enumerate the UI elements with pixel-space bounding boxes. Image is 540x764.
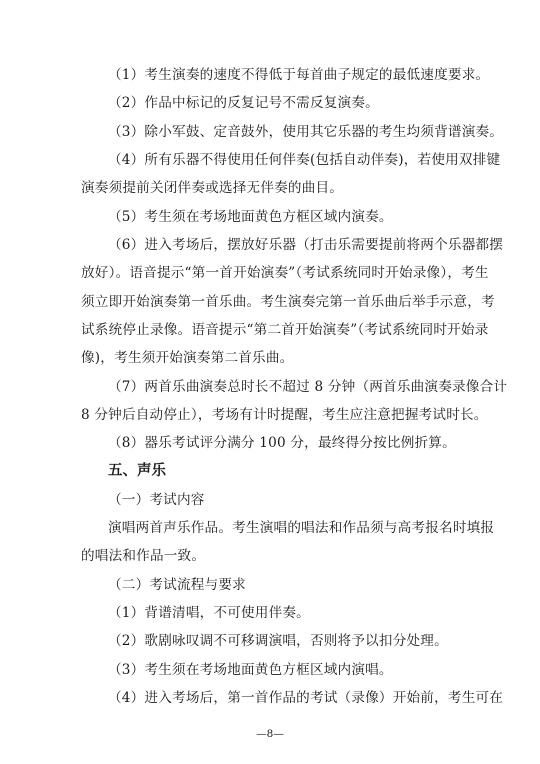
paragraph-line: （4）所有乐器不得使用任何伴奏(包括自动伴奏)，若使用双排键	[108, 152, 501, 168]
paragraph-line: （1）背谱清唱，不可使用伴奏。	[108, 605, 310, 621]
paragraph-line: 的唱法和作品一致。	[81, 548, 206, 564]
paragraph-line: （2）歌剧咏叹调不可移调演唱，否则将予以扣分处理。	[108, 633, 448, 649]
paragraph-line: （7）两首乐曲演奏总时长不超过 8 分钟（两首乐曲演奏录像合计	[108, 379, 508, 395]
paragraph-line: 像)，考生须开始演奏第二首乐曲。	[81, 350, 294, 366]
paragraph-line: （4）进入考场后，第一首作品的考试（录像）开始前，考生可在	[108, 690, 504, 706]
paragraph-line: 放好）。语音提示“第一首开始演奏”（考试系统同时开始录像），考生	[81, 265, 489, 281]
paragraph-line: 试系统停止录像。语音提示“第二首开始演奏”（考试系统同时开始录	[81, 322, 489, 338]
paragraph-line: 演唱两首声乐作品。考生演唱的唱法和作品须与高考报名时填报	[108, 520, 495, 536]
paragraph-line: （2）作品中标记的反复记号不需反复演奏。	[108, 95, 379, 111]
paragraph-line: （3）除小军鼓、定音鼓外，使用其它乐器的考生均须背谱演奏。	[108, 124, 504, 140]
section-heading: 五、声乐	[108, 463, 166, 479]
paragraph-line: （5）考生须在考场地面黄色方框区域内演奏。	[108, 209, 393, 225]
subsection-heading: （一）考试内容	[108, 492, 205, 508]
paragraph-line: （3）考生须在考场地面黄色方框区域内演唱。	[108, 662, 393, 678]
paragraph-line: （1）考生演奏的速度不得低于每首曲子规定的最低速度要求。	[108, 67, 490, 83]
paragraph-line: 8 分钟后自动停止），考场有计时提醒，考生应注意把握考试时长。	[81, 407, 488, 423]
paragraph-line: （8）器乐考试评分满分 100 分，最终得分按比例折算。	[108, 435, 456, 451]
paragraph-line: 演奏须提前关闭伴奏或选择无伴奏的曲目。	[81, 180, 344, 196]
paragraph-line: （6）进入考场后，摆放好乐器（打击乐需要提前将两个乐器都摆	[108, 237, 504, 253]
page-number: —8—	[256, 728, 284, 740]
subsection-heading: （二）考试流程与要求	[108, 577, 246, 593]
paragraph-line: 须立即开始演奏第一首乐曲。考生演奏完第一首乐曲后举手示意，考	[81, 294, 495, 310]
